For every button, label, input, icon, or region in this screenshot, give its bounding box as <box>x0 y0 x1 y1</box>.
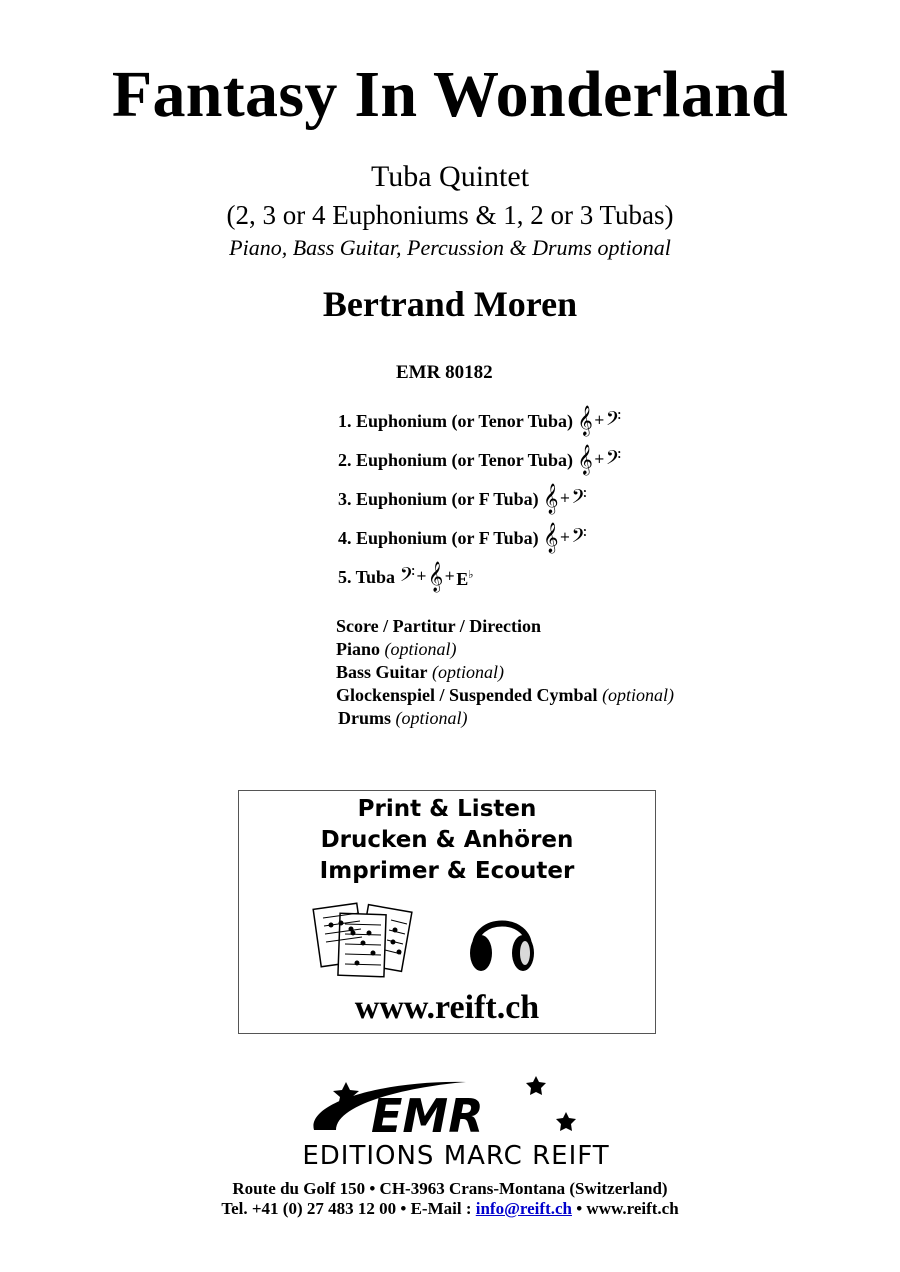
contact-line <box>0 1198 900 1220</box>
email-link[interactable]: info@reift.ch <box>475 1199 572 1218</box>
plus-sign: + <box>593 451 605 467</box>
extra-drums: Drums (optional) <box>338 708 468 728</box>
treble-clef-icon: 𝄞 <box>577 444 593 475</box>
promo-line-de: Drucken & Anhören <box>320 827 574 853</box>
print-listen-box <box>238 790 656 1034</box>
part-label: 2. Euphonium (or Tenor Tuba) <box>338 449 573 470</box>
bass-clef-icon: 𝄢 <box>605 445 622 474</box>
bass-clef-icon: 𝄢 <box>571 484 587 513</box>
plus-sign: + <box>416 569 427 584</box>
sheet-music-icon <box>311 896 421 981</box>
part-label: 3. Euphonium (or F Tuba) <box>338 488 539 509</box>
emr-logo <box>236 1072 676 1172</box>
part-5 <box>338 562 474 592</box>
treble-clef-icon: 𝄞 <box>543 483 559 514</box>
extra-score: Score / Partitur / Direction <box>336 616 541 636</box>
extra-piano: Piano (optional) <box>336 639 457 659</box>
catalog-number: EMR 80182 <box>396 362 493 383</box>
telephone-text: Tel. +41 (0) 27 483 12 00 • E-Mail : <box>221 1199 476 1218</box>
ensemble-subtitle: Tuba Quintet <box>370 160 530 193</box>
score-title: Fantasy In Wonderland <box>111 58 789 131</box>
promo-line-en: Print & Listen <box>357 796 537 822</box>
eflat-label: E♭ <box>456 569 474 589</box>
composer-name: Bertrand Moren <box>322 284 578 324</box>
part-label: 5. Tuba <box>338 567 396 587</box>
plus-sign: + <box>559 490 571 506</box>
part-1 <box>338 405 622 436</box>
promo-line-fr: Imprimer & Ecouter <box>319 858 575 884</box>
bass-clef-icon: 𝄢 <box>571 523 587 552</box>
plus-sign: + <box>559 529 571 545</box>
headphones-icon <box>467 901 537 979</box>
part-label: 4. Euphonium (or F Tuba) <box>338 527 539 548</box>
emr-name-text: EDITIONS MARC REIFT <box>302 1141 610 1171</box>
extra-bass-guitar: Bass Guitar (optional) <box>336 662 505 682</box>
bass-clef-icon: 𝄢 <box>399 563 415 591</box>
plus-sign: + <box>593 412 605 428</box>
emr-logo-mark <box>236 1072 676 1172</box>
part-4 <box>338 522 587 553</box>
optional-instruments: Piano, Bass Guitar, Percussion & Drums optional <box>229 235 671 260</box>
extra-glockenspiel: Glockenspiel / Suspended Cymbal (optional) <box>336 685 675 705</box>
address-line: Route du Golf 150 • CH-3963 Crans-Montana (Switzerland) <box>232 1179 668 1198</box>
part-2 <box>338 444 622 475</box>
plus-sign: + <box>444 569 456 584</box>
part-label: 1. Euphonium (or Tenor Tuba) <box>338 410 573 431</box>
treble-clef-icon: 𝄞 <box>427 562 444 592</box>
emr-mark-text: EMR <box>371 1089 484 1143</box>
web-text: • www.reift.ch <box>571 1199 679 1218</box>
treble-clef-icon: 𝄞 <box>543 522 559 553</box>
bass-clef-icon: 𝄢 <box>605 406 622 435</box>
part-3 <box>338 483 587 514</box>
treble-clef-icon: 𝄞 <box>577 405 593 436</box>
instrumentation: (2, 3 or 4 Euphoniums & 1, 2 or 3 Tubas) <box>226 200 674 230</box>
website-url[interactable]: www.reift.ch <box>354 989 540 1026</box>
